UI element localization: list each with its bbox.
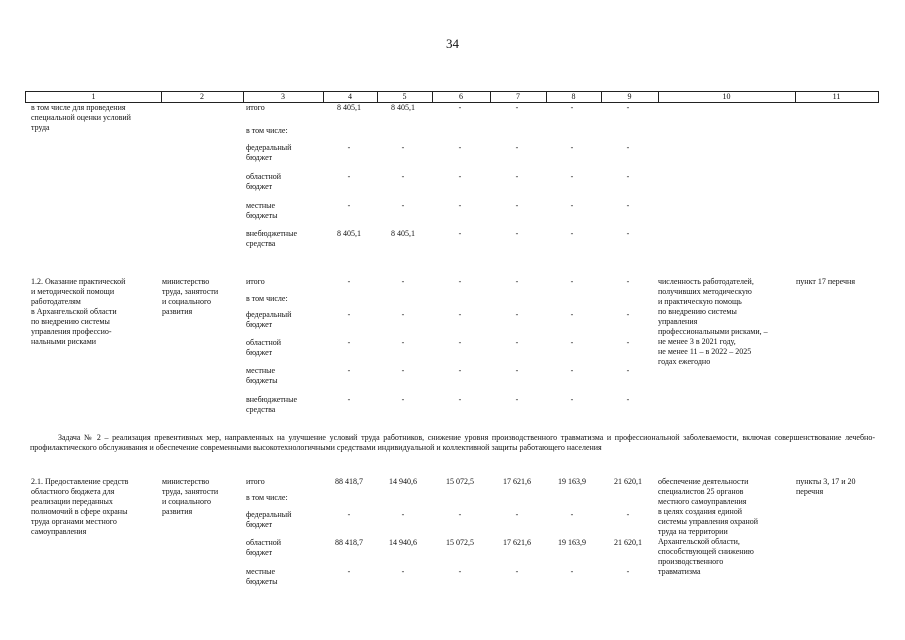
measure-name-line: работодателям xyxy=(31,297,81,306)
result-indicator-line: получивших методическую xyxy=(658,287,752,296)
funding-value: 88 418,7 xyxy=(335,538,363,547)
funding-value: - xyxy=(401,338,405,347)
funding-value: - xyxy=(347,567,351,576)
funding-value: - xyxy=(626,143,630,152)
funding-value: - xyxy=(626,201,630,210)
funding-source-line: областной xyxy=(246,338,282,347)
funding-value: - xyxy=(515,395,519,404)
funding-value: - xyxy=(401,366,405,375)
funding-value: - xyxy=(570,567,574,576)
funding-source-line: бюджеты xyxy=(246,211,278,220)
funding-value: - xyxy=(515,172,519,181)
result-indicator-line: профессиональными рисками, – xyxy=(658,327,768,336)
funding-value: - xyxy=(401,277,405,286)
funding-value: 21 620,1 xyxy=(614,538,642,547)
result-indicator-line: численность работодателей, xyxy=(658,277,754,286)
funding-value: - xyxy=(458,277,462,286)
funding-value: - xyxy=(515,366,519,375)
measure-name-line: в Архангельской области xyxy=(31,307,117,316)
funding-value: - xyxy=(626,510,630,519)
funding-value: - xyxy=(626,310,630,319)
result-indicator-line: обеспечение деятельности xyxy=(658,477,749,486)
funding-value: - xyxy=(347,338,351,347)
measure-name-line: труда органами местного xyxy=(31,517,117,526)
funding-value: - xyxy=(515,510,519,519)
result-indicator-line: не менее 11 – в 2022 – 2025 xyxy=(658,347,752,356)
result-indicator-line: годах ежегодно xyxy=(658,357,711,366)
funding-value: - xyxy=(515,338,519,347)
funding-value: - xyxy=(458,510,462,519)
funding-source-line: в том числе: xyxy=(246,294,288,303)
funding-source-line: бюджеты xyxy=(246,376,278,385)
measure-name-line: управления профессио- xyxy=(31,327,112,336)
executor-line: развития xyxy=(162,307,193,316)
funding-source-line: средства xyxy=(246,405,276,414)
funding-value: - xyxy=(347,143,351,152)
funding-value: - xyxy=(458,395,462,404)
funding-source-line: внебюджетные xyxy=(246,229,297,238)
executor-line: и социального xyxy=(162,297,212,306)
funding-value: 21 620,1 xyxy=(614,477,642,486)
header-col-divider xyxy=(658,92,659,102)
reference-line: пункт 17 перечня xyxy=(796,277,856,286)
funding-source-line: внебюджетные xyxy=(246,395,297,404)
funding-source-line: бюджет xyxy=(246,320,273,329)
header-col-divider xyxy=(490,92,491,102)
header-col-divider xyxy=(432,92,433,102)
funding-source-line: местные xyxy=(246,201,276,210)
funding-value: 8 405,1 xyxy=(337,103,361,112)
header-col-11: 11 xyxy=(832,92,841,101)
funding-value: 19 163,9 xyxy=(558,538,586,547)
funding-value: - xyxy=(347,172,351,181)
header-col-1: 1 xyxy=(91,92,96,101)
funding-value: - xyxy=(626,277,630,286)
funding-source-line: местные xyxy=(246,366,276,375)
funding-value: - xyxy=(570,143,574,152)
header-col-divider xyxy=(377,92,378,102)
measure-name-line: полномочий в сфере охраны xyxy=(31,507,128,516)
funding-value: - xyxy=(458,229,462,238)
funding-value: 19 163,9 xyxy=(558,477,586,486)
header-col-2: 2 xyxy=(200,92,204,101)
header-col-7: 7 xyxy=(516,92,520,101)
result-indicator-line: системы управления охраной xyxy=(658,517,759,526)
funding-value: - xyxy=(347,201,351,210)
funding-source-line: бюджеты xyxy=(246,577,278,586)
measure-name-line: труда xyxy=(31,123,50,132)
funding-value: - xyxy=(401,143,405,152)
funding-value: - xyxy=(570,510,574,519)
funding-value: 17 621,6 xyxy=(503,477,531,486)
funding-source-line: федеральный xyxy=(246,310,292,319)
funding-value: - xyxy=(515,229,519,238)
reference-line: перечня xyxy=(796,487,824,496)
funding-source-line: областной xyxy=(246,538,282,547)
funding-value: - xyxy=(626,567,630,576)
funding-value: - xyxy=(626,103,630,112)
header-col-10: 10 xyxy=(722,92,731,101)
funding-value: - xyxy=(570,103,574,112)
funding-value: - xyxy=(347,310,351,319)
header-col-8: 8 xyxy=(571,92,576,101)
funding-value: 8 405,1 xyxy=(391,103,415,112)
result-indicator-line: специалистов 25 органов xyxy=(658,487,744,496)
funding-source-line: бюджет xyxy=(246,153,273,162)
measure-name-line: 2.1. Предоставление средств xyxy=(31,477,129,486)
funding-value: - xyxy=(347,395,351,404)
measure-name-line: реализации переданных xyxy=(31,497,113,506)
executor-line: труда, занятости xyxy=(162,487,219,496)
funding-value: - xyxy=(626,172,630,181)
funding-source-line: федеральный xyxy=(246,510,292,519)
task-2-text: Задача № 2 – реализация превентивных мер, направленных на улучшение условий труда работников, снижение уровня производственного травматизма и профессиональной заболеваемости, включая совершенствование лечебно-профилактического обслуживания и обеспечение современными высокотехнологичными средствами индивидуальной и коллективной защиты работающего населения xyxy=(30,433,875,452)
funding-value: - xyxy=(458,143,462,152)
funding-value: - xyxy=(515,567,519,576)
header-col-divider xyxy=(795,92,796,102)
executor-line: труда, занятости xyxy=(162,287,219,296)
funding-source-line: бюджет xyxy=(246,348,273,357)
funding-value: - xyxy=(347,277,351,286)
result-indicator-line: и практическую помощь xyxy=(658,297,742,306)
funding-source-line: итого xyxy=(246,477,265,486)
funding-value: - xyxy=(458,310,462,319)
header-col-divider xyxy=(243,92,244,102)
funding-value: 88 418,7 xyxy=(335,477,363,486)
funding-value: - xyxy=(458,201,462,210)
funding-value: - xyxy=(458,172,462,181)
funding-value: - xyxy=(570,366,574,375)
funding-source-line: бюджет xyxy=(246,182,273,191)
funding-value: - xyxy=(401,172,405,181)
funding-value: - xyxy=(570,172,574,181)
funding-value: - xyxy=(570,338,574,347)
funding-source-line: в том числе: xyxy=(246,126,288,135)
funding-value: - xyxy=(570,229,574,238)
header-col-divider xyxy=(601,92,602,102)
funding-value: - xyxy=(347,366,351,375)
result-indicator-line: способствующей снижению xyxy=(658,547,754,556)
header-col-3: 3 xyxy=(281,92,285,101)
funding-value: - xyxy=(515,277,519,286)
funding-value: 8 405,1 xyxy=(391,229,415,238)
result-indicator-line: в целях создания единой xyxy=(658,507,743,516)
funding-source-line: бюджет xyxy=(246,548,273,557)
funding-value: - xyxy=(570,201,574,210)
header-col-divider xyxy=(161,92,162,102)
funding-value: - xyxy=(401,395,405,404)
result-indicator-line: управления xyxy=(658,317,698,326)
funding-value: - xyxy=(401,310,405,319)
result-indicator-line: по внедрению системы xyxy=(658,307,737,316)
measure-name-line: областного бюджета для xyxy=(31,487,115,496)
funding-value: - xyxy=(515,201,519,210)
funding-value: 17 621,6 xyxy=(503,538,531,547)
funding-value: - xyxy=(570,277,574,286)
measure-name-line: в том числе для проведения xyxy=(31,103,126,112)
funding-value: - xyxy=(626,395,630,404)
funding-value: - xyxy=(515,310,519,319)
result-indicator-line: травматизма xyxy=(658,567,701,576)
result-indicator-line: труда на территории xyxy=(658,527,728,536)
executor-line: министерство xyxy=(162,277,210,286)
funding-value: - xyxy=(458,338,462,347)
header-col-4: 4 xyxy=(348,92,352,101)
funding-source-line: итого xyxy=(246,103,265,112)
funding-value: - xyxy=(570,395,574,404)
executor-line: и социального xyxy=(162,497,212,506)
funding-value: - xyxy=(401,510,405,519)
header-col-9: 9 xyxy=(627,92,632,101)
measure-name-line: специальной оценки условий xyxy=(31,113,131,122)
funding-source-line: областной xyxy=(246,172,282,181)
funding-source-line: местные xyxy=(246,567,276,576)
result-indicator-line: местного самоуправления xyxy=(658,497,747,506)
header-col-divider xyxy=(323,92,324,102)
page-number: 34 xyxy=(446,36,459,51)
funding-value: - xyxy=(515,103,519,112)
funding-source-line: итого xyxy=(246,277,265,286)
header-col-5: 5 xyxy=(402,92,407,101)
measure-name-line: нальными рисками xyxy=(31,337,97,346)
header-col-divider xyxy=(546,92,547,102)
funding-source-line: средства xyxy=(246,239,276,248)
executor-line: развития xyxy=(162,507,193,516)
header-col-6: 6 xyxy=(459,92,463,101)
funding-value: - xyxy=(515,143,519,152)
executor-line: министерство xyxy=(162,477,210,486)
table-header-row xyxy=(25,91,879,103)
result-indicator-line: не менее 3 в 2021 году, xyxy=(658,337,736,346)
funding-value: - xyxy=(626,338,630,347)
funding-value: - xyxy=(570,310,574,319)
funding-value: - xyxy=(347,510,351,519)
funding-value: 14 940,6 xyxy=(389,477,417,486)
funding-value: 15 072,5 xyxy=(446,538,474,547)
funding-value: 14 940,6 xyxy=(389,538,417,547)
funding-value: - xyxy=(626,229,630,238)
funding-value: - xyxy=(458,103,462,112)
funding-value: 15 072,5 xyxy=(446,477,474,486)
funding-source-line: бюджет xyxy=(246,520,273,529)
measure-name-line: 1.2. Оказание практической xyxy=(31,277,126,286)
funding-value: - xyxy=(401,201,405,210)
funding-source-line: в том числе: xyxy=(246,493,288,502)
funding-value: - xyxy=(458,567,462,576)
result-indicator-line: Архангельской области, xyxy=(658,537,740,546)
result-indicator-line: производственного xyxy=(658,557,724,566)
funding-value: 8 405,1 xyxy=(337,229,361,238)
funding-value: - xyxy=(401,567,405,576)
funding-value: - xyxy=(458,366,462,375)
measure-name-line: по внедрению системы xyxy=(31,317,110,326)
measure-name-line: и методической помощи xyxy=(31,287,115,296)
reference-line: пункты 3, 17 и 20 xyxy=(796,477,856,486)
funding-source-line: федеральный xyxy=(246,143,292,152)
funding-value: - xyxy=(626,366,630,375)
measure-name-line: самоуправления xyxy=(31,527,87,536)
